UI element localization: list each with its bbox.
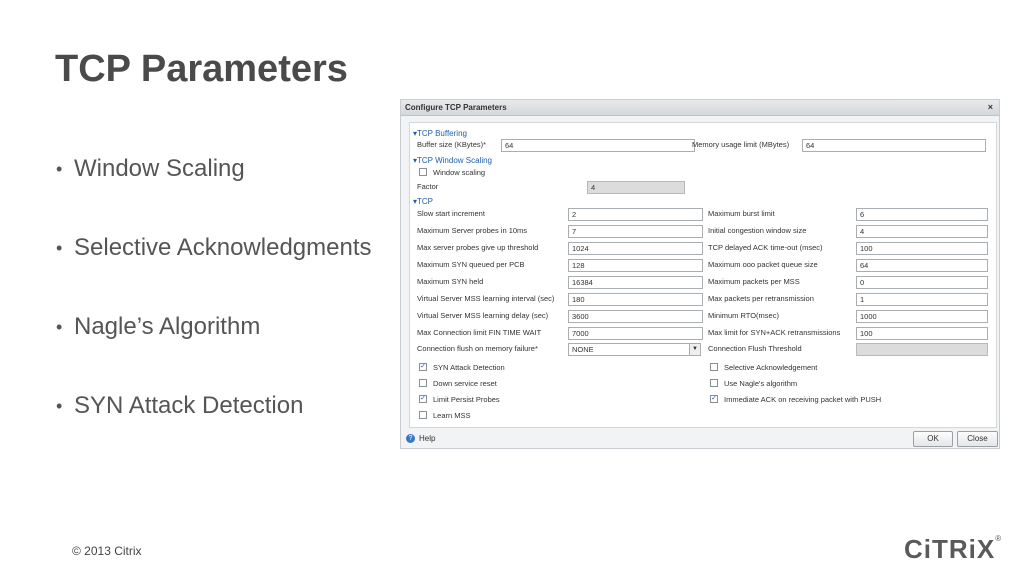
bullet-dot: • (56, 396, 63, 416)
checkbox[interactable] (710, 363, 718, 371)
checkbox-label: Selective Acknowledgement (724, 363, 818, 372)
help-icon[interactable]: ? (406, 434, 415, 443)
section-tcp[interactable]: ▾TCP (413, 197, 434, 206)
dialog-body (409, 122, 997, 428)
connection-flush-value: NONE (572, 345, 594, 354)
tcp-param-input[interactable]: 128 (568, 259, 703, 272)
ok-button[interactable]: OK (913, 431, 953, 447)
dialog-title: Configure TCP Parameters (405, 103, 507, 112)
tcp-param-input[interactable]: 0 (856, 276, 988, 289)
tcp-param-input[interactable]: 100 (856, 242, 988, 255)
tcp-param-input[interactable]: 1 (856, 293, 988, 306)
checkbox[interactable] (419, 379, 427, 387)
tcp-param-label: Maximum SYN queued per PCB (417, 260, 525, 269)
tcp-param-label: Initial congestion window size (708, 226, 807, 235)
tcp-param-label: Maximum SYN held (417, 277, 484, 286)
memory-limit-input[interactable]: 64 (802, 139, 986, 152)
checkbox[interactable]: ✓ (711, 395, 717, 402)
tcp-param-label: Maximum ooo packet queue size (708, 260, 818, 269)
tcp-param-input[interactable]: 16384 (568, 276, 703, 289)
factor-label: Factor (417, 182, 439, 191)
registered-mark: ® (995, 534, 1003, 543)
tcp-param-label: Max limit for SYN+ACK retransmissions (708, 328, 841, 337)
close-button[interactable]: Close (957, 431, 998, 447)
logo-text: CiTRiX (904, 534, 996, 564)
chevron-down-icon[interactable]: ▼ (689, 344, 700, 355)
tcp-param-label: Minimum RTO(msec) (708, 311, 779, 320)
checkbox[interactable] (419, 411, 427, 419)
connection-flush-label: Connection flush on memory failure* (417, 344, 538, 353)
bullet-dot: • (56, 317, 63, 337)
checkbox-label: SYN Attack Detection (433, 363, 505, 372)
tcp-param-label: Max Connection limit FIN TIME WAIT (417, 328, 542, 337)
checkbox[interactable]: ✓ (420, 395, 426, 402)
help-link[interactable]: Help (419, 434, 436, 443)
connection-flush-select[interactable] (568, 343, 701, 356)
checkbox-label: Immediate ACK on receiving packet with PUSH (724, 395, 882, 404)
memory-limit-label: Memory usage limit (MBytes) (692, 140, 790, 149)
bullet-dot: • (56, 159, 63, 179)
tcp-param-input[interactable]: 180 (568, 293, 703, 306)
window-scaling-checkbox[interactable] (419, 168, 427, 176)
tcp-param-input[interactable]: 6 (856, 208, 988, 221)
tcp-param-label: Max server probes give up threshold (417, 243, 539, 252)
bullet-list (56, 155, 372, 471)
section-tcp-window-scaling[interactable]: ▾TCP Window Scaling (413, 156, 493, 165)
tcp-param-label: Max packets per retransmission (708, 294, 814, 303)
tcp-param-input[interactable]: 100 (856, 327, 988, 340)
tcp-param-label: Maximum burst limit (708, 209, 775, 218)
tcp-param-input[interactable]: 4 (856, 225, 988, 238)
checkbox-label: Use Nagle's algorithm (724, 379, 798, 388)
checkbox[interactable] (710, 379, 718, 387)
configure-tcp-dialog (400, 99, 1000, 449)
checkbox-label: Limit Persist Probes (433, 395, 500, 404)
section-tcp-buffering[interactable]: ▾TCP Buffering (413, 129, 467, 138)
tcp-param-input[interactable]: 7 (568, 225, 703, 238)
tcp-param-label: Maximum packets per MSS (708, 277, 800, 286)
tcp-param-label: Maximum Server probes in 10ms (417, 226, 528, 235)
checkbox-label: Learn MSS (433, 411, 471, 420)
tcp-param-input[interactable]: 1000 (856, 310, 988, 323)
tcp-param-input[interactable]: 1024 (568, 242, 703, 255)
bullet-item (56, 155, 372, 234)
bullet-dot: • (56, 238, 63, 258)
checkbox-label: Down service reset (433, 379, 497, 388)
buffer-size-label: Buffer size (KBytes)* (417, 140, 487, 149)
bullet-text: Nagle’s Algorithm (74, 313, 261, 340)
bullet-text: SYN Attack Detection (74, 392, 304, 419)
bullet-item (56, 392, 372, 471)
close-icon[interactable]: × (987, 102, 993, 112)
tcp-param-label: Virtual Server MSS learning interval (sec) (417, 294, 555, 303)
factor-input: 4 (587, 181, 685, 194)
tcp-param-input[interactable]: 64 (856, 259, 988, 272)
bullet-item (56, 234, 372, 313)
bullet-item (56, 313, 372, 392)
tcp-param-label: Virtual Server MSS learning delay (sec) (417, 311, 549, 320)
checkbox[interactable]: ✓ (420, 363, 426, 370)
flush-threshold-label: Connection Flush Threshold (708, 344, 802, 353)
tcp-param-input[interactable]: 7000 (568, 327, 703, 340)
tcp-param-label: Slow start increment (417, 209, 485, 218)
flush-threshold-input (856, 343, 988, 356)
buffer-size-input[interactable]: 64 (501, 139, 695, 152)
tcp-param-label: TCP delayed ACK time-out (msec) (708, 243, 823, 252)
dialog-titlebar (401, 100, 999, 116)
copyright-text: © 2013 Citrix (72, 544, 142, 558)
tcp-param-input[interactable]: 3600 (568, 310, 703, 323)
bullet-text: Window Scaling (74, 155, 245, 182)
citrix-logo (904, 534, 1002, 565)
bullet-text: Selective Acknowledgments (74, 234, 372, 261)
slide-title: TCP Parameters (55, 48, 348, 90)
window-scaling-label: Window scaling (433, 168, 486, 177)
tcp-param-input[interactable]: 2 (568, 208, 703, 221)
